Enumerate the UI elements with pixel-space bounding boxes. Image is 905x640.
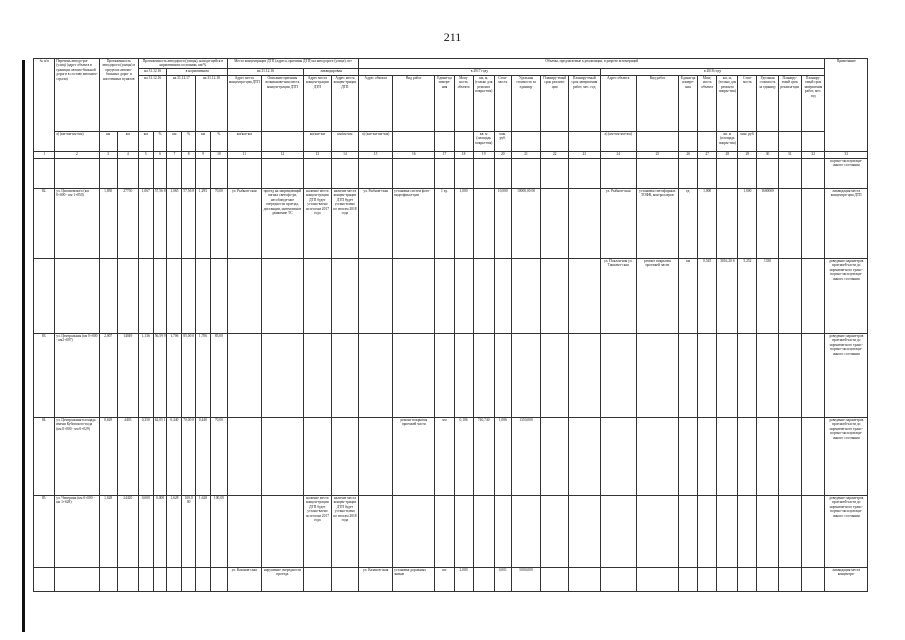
col-number: 6 — [153, 151, 167, 158]
value-km-2018: 0,440 — [196, 417, 211, 495]
header-dtp-2016: на 31.12.16 — [227, 68, 303, 75]
unit-cost-2017: 10000,00 00 — [511, 188, 541, 258]
header-2016: на 31.12.16 — [138, 68, 167, 75]
capacity-2018: 0,545 — [698, 258, 717, 333]
value-pct-2018: 85,00 — [210, 333, 227, 417]
cost-2017: 1,086 — [494, 417, 511, 495]
header-dtp-reasons: Описание причины возникнове-ния места концен-трации ДТП — [261, 75, 303, 131]
unit-2017: км — [435, 417, 454, 495]
data-table — [33, 58, 868, 592]
row-note: доведение параметров проезжей части до норматив-ного транс-портно-эксплуатаци-онного состояния — [825, 258, 868, 333]
cost-2018: 5,252 — [738, 258, 757, 333]
value-pct-2017: 70,00 0 — [182, 417, 196, 495]
km-2017: 740,740 — [473, 417, 494, 495]
unit-kmkm-2: км/км+км — [304, 131, 332, 151]
unit-category: а) (км+км-км+км) — [55, 131, 99, 151]
header-km-2017: км, м, (только для ремонта покры-тия) — [473, 75, 494, 131]
header-dtp-address-2018: Адрес места концен-трации ДТП — [331, 75, 359, 131]
header-volumes: Объемы, предлагаемые к реализации, в разрезе агломераций — [359, 59, 825, 69]
col-number: 17 — [435, 151, 454, 158]
unit-2018: км — [679, 258, 698, 333]
header-note: Примечание — [825, 59, 868, 152]
col-number: 15 — [359, 151, 393, 158]
header-work-type-2017: Вид работ — [393, 75, 435, 131]
header-dtp-fixed: ликвидирован — [304, 68, 359, 75]
header-unit-2017: Едини-ца измере-ния — [435, 75, 454, 131]
col-number: 16 — [393, 151, 435, 158]
col-number: 7 — [167, 151, 182, 158]
header-dtp-address: Адрес места концентра-ции ДТП — [227, 75, 261, 131]
dtp-address: ул. Рыбнов-ская — [227, 188, 261, 258]
col-number: 22 — [541, 151, 569, 158]
unit-kmkm-3: км/км+км — [331, 131, 359, 151]
col-number: 30 — [757, 151, 778, 158]
header-object-address-2017: Адрес объекта — [359, 75, 393, 131]
value-km-2017: 1,706 — [167, 333, 182, 417]
value-pct-2017: 100,0 00 — [182, 495, 196, 567]
col-number: 26 — [679, 151, 698, 158]
table-row — [34, 567, 868, 591]
object-address-2018: ул. Поклон-ная ул. Ташкент-ская — [600, 258, 636, 333]
row-number: 85. — [34, 495, 55, 567]
col-number: 19 — [473, 151, 494, 158]
header-capacity-2018: Мощ-ность объекта — [698, 75, 717, 131]
header-capacity-2017: Мощ-ность объекта — [454, 75, 473, 131]
unit-km-3: км — [138, 131, 153, 151]
value-pct-2018: 100,00 — [210, 495, 227, 567]
col-number: 10 — [210, 151, 227, 158]
row-note: ликвидация места концентра-ции ДТП — [825, 188, 868, 258]
col-number: 33 — [825, 151, 868, 158]
value-km-2018: 1,295 — [196, 188, 211, 258]
value-km-2017: 0,440 — [167, 417, 182, 495]
value-km-2018: 1,706 — [196, 333, 211, 417]
header-plan-end-2017: Планиру-емый срок завершения работ, мес. год — [568, 75, 600, 131]
row-note: ликвидация места концентра- — [825, 567, 868, 591]
work-type-2017: установка систем фото-видеофикса-ции — [393, 188, 435, 258]
col-number: 21 — [511, 151, 541, 158]
unit-cost-2018: 1600000 — [757, 188, 778, 258]
header-cost-2018: Стои-мость — [738, 75, 757, 131]
table-row — [34, 158, 868, 188]
work-type-2018: установка светофорных ТОФВ, контроллеров — [636, 188, 678, 258]
work-type-2017: ремонт покрытия проезжей части — [393, 417, 435, 495]
dtp-2018: наличие места концен-трации ДТП будет устано-влено по итогам 2018 года — [331, 495, 359, 567]
col-number: 28 — [717, 151, 738, 158]
col-number: 24 — [600, 151, 636, 158]
cost-2017: 0,001 — [494, 567, 511, 591]
header-unit-cost-2018: Удельная стоимость за единицу — [757, 75, 778, 131]
value-pct-2017: 85,00 0 — [182, 333, 196, 417]
table-row — [34, 333, 868, 417]
cost-2017: 10,000 — [494, 188, 511, 258]
unit-2017: 1 ед. — [435, 188, 454, 258]
unit-category-2018: а) (км+км-км+км) — [600, 131, 636, 151]
object-address-2017: ул. Казанов-ская — [359, 567, 393, 591]
value-pct-2016: 0,000 — [153, 495, 167, 567]
value-km-2016: 0,350 — [138, 417, 153, 495]
header-col-2018: на 31.12.18 — [196, 75, 228, 131]
unit-pct-3: % — [210, 131, 227, 151]
object-address-2017: ул. Рыбнов-ская — [359, 188, 393, 258]
work-type-2017: установка дорожных знаков — [393, 567, 435, 591]
col-number: 5 — [138, 151, 153, 158]
unit-km-4: км — [167, 131, 182, 151]
unit-km-2: км — [117, 131, 138, 151]
col-number: 8 — [182, 151, 196, 158]
binding-edge — [22, 60, 25, 632]
capacity-2017: 1,000 — [454, 188, 473, 258]
unit-pct-1: % — [153, 131, 167, 151]
dtp-2018: наличие места концен-трации ДТП будет устано-влено по итогам 2018 года — [331, 188, 359, 258]
col-number: 20 — [494, 151, 511, 158]
col-number: 31 — [778, 151, 801, 158]
road-area: 24420 — [117, 495, 138, 567]
col-number: 29 — [738, 151, 757, 158]
col-number: 18 — [454, 151, 473, 158]
km-2018: 3016,20 6 — [717, 258, 738, 333]
road-area: 4403 — [117, 417, 138, 495]
header-road-list: Перечень автодо-рог (улиц) (адрес объекта в границах автомо-бильной дороги в составе автомаги-страли) — [55, 59, 99, 132]
capacity-2017: 2,000 — [454, 567, 473, 591]
col-number: 14 — [331, 151, 359, 158]
row-number: 83. — [34, 333, 55, 417]
header-object-address-2018: Адрес объекта — [600, 75, 636, 131]
table-row — [34, 495, 868, 567]
unit-cost-2017: 5000,000 — [511, 567, 541, 591]
header-year-2017: в 2017 году — [359, 68, 600, 75]
value-km-2017: 1,628 — [167, 495, 182, 567]
road-area: 14049 — [117, 333, 138, 417]
col-number: 12 — [261, 151, 303, 158]
dtp-address: ул. Казанов-ская — [227, 567, 261, 591]
header-work-type-2018: Вид работ — [636, 75, 678, 131]
header-road-length: Протяженность автодороги (улицы) в пределах автомо-бильных дорог и населенных пунктов — [99, 59, 138, 132]
dtp-description: проезд на запрещающий сигнал светофо-ра, несоблюде-ние очередности проезда, дистанции, интенсивное движение ТС — [261, 188, 303, 258]
road-length: 1,628 — [99, 495, 117, 567]
header-plan-period-2018: Планиру-емый срок реализа-ции — [778, 75, 801, 131]
col-number: 2 — [55, 151, 99, 158]
header-number: № п/п — [34, 59, 55, 152]
header-km-2018: км, м, (только для ремонта покры-тия) — [717, 75, 738, 131]
unit-sq-2017: кв. м (площадь покры-тия) — [473, 131, 494, 151]
road-length: 1,850 — [99, 188, 117, 258]
capacity-2018: 1,000 — [698, 188, 717, 258]
header-dtp-address-2017: Адрес места концен-трации ДТП — [304, 75, 332, 131]
value-km-2016: 1,136 — [138, 333, 153, 417]
unit-sq-2018: кв. м (площадь покры-тия) — [717, 131, 738, 151]
road-area: 27750 — [117, 188, 138, 258]
header-unit-cost-2017: Удельная стоимость за единицу — [511, 75, 541, 131]
road-name: ул. Центральная (км 0+000 - км2+007) — [55, 333, 99, 417]
unit-kmkm-1: км/км+км — [227, 131, 261, 151]
unit-rub-2018: млн. руб. — [738, 131, 757, 151]
row-note: доведение параметров проезжей части до норматив-ного транс-портно-эксплуатаци-онного состояния — [825, 417, 868, 495]
unit-pct-2: % — [182, 131, 196, 151]
col-number: 3 — [99, 151, 117, 158]
unit-cost-2017: 1350,000 — [511, 417, 541, 495]
value-pct-2018: 70,00 — [210, 417, 227, 495]
row-number: 84. — [34, 417, 55, 495]
unit-km-5: км — [196, 131, 211, 151]
col-number: 1 — [34, 151, 55, 158]
row-note: доведение параметров проезжей части до норматив-ного транс-портно-эксплуатаци-онного состояния — [825, 333, 868, 417]
road-length: 0,629 — [99, 417, 117, 495]
capacity-2017: 0,106 — [454, 417, 473, 495]
work-type-2018: ремонт покрытия проезжей части — [636, 258, 678, 333]
road-name: ул. Чичерина (км 0+000 - км 1+628) — [55, 495, 99, 567]
col-number: 27 — [698, 151, 717, 158]
value-km-2016: 1,067 — [138, 188, 153, 258]
road-length: 2,007 — [99, 333, 117, 417]
col-number: 25 — [636, 151, 678, 158]
header-unit-2018: Едини-ца измере-ния — [679, 75, 698, 131]
header-cost-2017: Стои-мость — [494, 75, 511, 131]
header-normative-length: Протяженность автодороги (улицы), находя-щейся в нормативном состоянии, км/% — [138, 59, 227, 69]
value-pct-2016: 56,59 9 — [153, 333, 167, 417]
col-number: 23 — [568, 151, 600, 158]
table-row — [34, 417, 868, 495]
header-col-2016: на 31.12.16 — [138, 75, 167, 131]
unit-rub-2017: млн. руб. — [494, 131, 511, 151]
value-pct-2017: 57,56 8 — [182, 188, 196, 258]
cost-2018: 1,000 — [738, 188, 757, 258]
col-number: 32 — [801, 151, 825, 158]
header-plan-period-2017: Планиру-емый срок реализа-ции — [541, 75, 569, 131]
unit-category-2017: а) (км+км-км+км) — [359, 131, 393, 151]
row-note: доведение параметров проезжей части до норматив-ного транс-портно-эксплуатаци-онного состояния — [825, 495, 868, 567]
value-pct-2018: 70,00 — [210, 188, 227, 258]
dtp-2017: наличие места концен-трации ДТП будет устано-влено по итогам 2017 года — [304, 495, 332, 567]
header-col-2017: на 31.12.17 — [167, 75, 196, 131]
unit-2017: шт. — [435, 567, 454, 591]
row-note: портно-эксплуатаци-онного состояния — [825, 158, 868, 188]
unit-km-1: км — [99, 131, 117, 151]
header-plan-end-2018: Планиру-емый срок завершения работ, мес. год — [801, 75, 825, 131]
value-km-2018: 1,628 — [196, 495, 211, 567]
header-dtp-places: Места концентрации ДТП (адреса, причины ДТП) на автодороге (улице), шт — [227, 59, 358, 69]
table-row — [34, 258, 868, 333]
header-year-2018: в 2018 году — [600, 68, 825, 75]
value-km-2016: 0,000 — [138, 495, 153, 567]
value-pct-2016: 57,56 8 — [153, 188, 167, 258]
unit-2018: ед. — [679, 188, 698, 258]
col-number: 11 — [227, 151, 261, 158]
unit-cost-2018: 1330 — [757, 258, 778, 333]
dtp-2017: наличие места концен-трации ДТП будет устано-влено по итогам 2017 года — [304, 188, 332, 258]
object-address-2018: ул. Рыбнов-ская — [600, 188, 636, 258]
row-number: 82. — [34, 188, 55, 258]
table-row — [34, 188, 868, 258]
col-number: 4 — [117, 151, 138, 158]
page-number: 211 — [443, 30, 462, 44]
col-number: 9 — [196, 151, 211, 158]
value-km-2017: 1,065 — [167, 188, 182, 258]
col-number: 13 — [304, 151, 332, 158]
road-name: ул. Циолковского (км 0+000 - км 1+850) — [55, 188, 99, 258]
header-state: в нормативном — [167, 68, 227, 75]
road-name: ул. Центральная-площадь имени Кубовского-пода (км 0+000 - км 0+029) — [55, 417, 99, 495]
value-pct-2016: 62,05 1 — [153, 417, 167, 495]
dtp-description: нарушение очередности проезда — [261, 567, 303, 591]
